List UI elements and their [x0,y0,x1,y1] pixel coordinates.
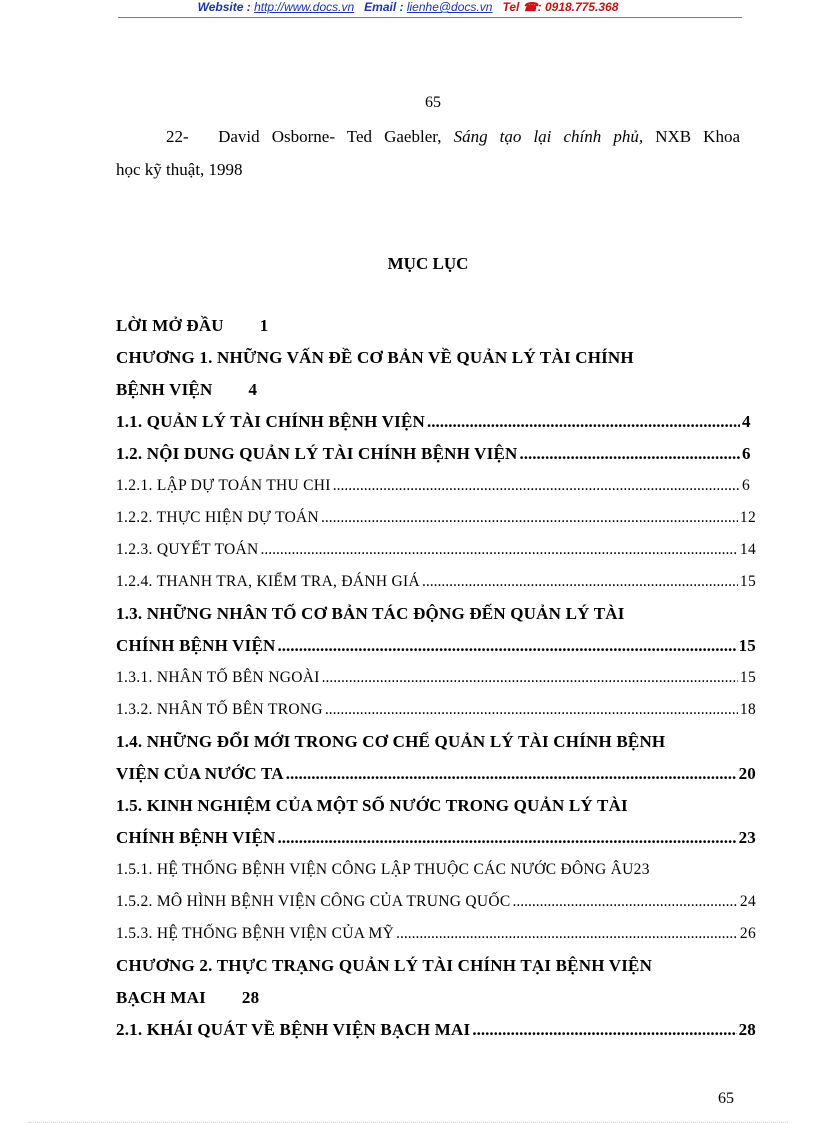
toc-entry-page: 15 [739,669,756,686]
toc-entry[interactable] [116,1014,756,1046]
reference-authors: David Osborne- Ted Gaebler, [218,127,442,146]
toc-entry-text: 1.3.1. NHÂN TỐ BÊN NGOÀI [116,669,320,686]
toc-entry-text: VIỆN CỦA NƯỚC TA [116,764,284,783]
toc-leader-dots [278,822,737,854]
toc-entry[interactable] [116,982,756,1014]
toc-entry-page: 4 [742,412,751,431]
toc-entry-page: 15 [738,636,756,655]
page-number-bottom: 65 [718,1090,734,1107]
toc-entry[interactable] [116,598,756,630]
reference-entry [116,120,740,186]
email-separator: : [399,0,404,14]
toc-entry-text: 1.5.1. HỆ THỐNG BỆNH VIỆN CÔNG LẬP THUỘC CÁC NƯỚC ĐÔNG ÂU23 [116,861,650,878]
toc-entry-page: 28 [738,1020,756,1039]
toc-entry-text: 1.2. NỘI DUNG QUẢN LÝ TÀI CHÍNH BỆNH VIỆN [116,444,518,463]
toc-entry-page: 4 [248,380,258,399]
toc-entry[interactable] [116,758,756,790]
toc-entry-text: 1.5.2. MÔ HÌNH BỆNH VIỆN CÔNG CỦA TRUNG QUỐC [116,893,511,910]
toc-entry-text: 1.2.3. QUYẾT TOÁN [116,541,259,558]
toc-leader-dots [260,534,737,566]
toc-entry-text: 1.3. NHỮNG NHÂN TỐ CƠ BẢN TÁC ĐỘNG ĐẾN QUẢN LÝ TÀI [116,604,625,623]
reference-number: 22- [166,127,189,146]
toc-leader-dots [472,1014,736,1046]
header-divider [118,17,742,18]
toc-entry-text: CHƯƠNG 2. THỰC TRẠNG QUẢN LÝ TÀI CHÍNH TẠI BỆNH VIỆN [116,956,653,975]
tel-label: Tel [502,0,520,14]
toc-entry[interactable] [116,790,756,822]
toc-entry[interactable] [116,950,756,982]
toc-entry-text: BẠCH MAI [116,988,206,1007]
toc-entry-text: 1.2.2. THỰC HIỆN DỰ TOÁN [116,509,320,526]
toc-leader-dots [427,406,740,438]
toc-entry[interactable] [116,342,756,374]
toc-entry-text: 2.1. KHÁI QUÁT VỀ BỆNH VIỆN BẠCH MAI [116,1020,471,1039]
toc-entry[interactable] [116,662,756,694]
toc-entry-page: 12 [739,509,756,526]
toc-entry[interactable] [116,886,756,918]
toc-leader-dots [286,758,737,790]
website-label: Website : [197,0,251,14]
toc-entry[interactable] [116,630,756,662]
toc-entry-page: 20 [738,764,756,783]
page-header [0,0,816,18]
toc-entry[interactable] [116,310,756,342]
toc-entry-text: BỆNH VIỆN [116,380,213,399]
reference-publisher: NXB Khoa [655,127,741,146]
website-link[interactable]: http://www.docs.vn [254,0,355,14]
toc-entry-page: 6 [742,444,751,463]
toc-entry[interactable] [116,566,756,598]
toc-entry-text: 1.5.3. HỆ THỐNG BỆNH VIỆN CỦA MỸ [116,925,395,942]
toc-entry[interactable] [116,918,756,950]
tel-value: : 0918.775.368 [537,0,619,14]
reference-title: Sáng tạo lại chính phủ, [453,127,644,146]
toc-entry-page: 14 [739,541,756,558]
toc-leader-dots [278,630,737,662]
toc-entry-text: 1.2.1. LẬP DỰ TOÁN THU CHI [116,477,331,494]
toc-entry[interactable] [116,534,756,566]
phone-icon: ☎ [522,0,538,14]
toc-leader-dots [333,470,740,502]
toc-entry-text: 1.2.4. THANH TRA, KIỂM TRA, ĐÁNH GIÁ [116,573,421,590]
toc-title: MỤC LỤC [387,254,469,273]
toc-entry-page: 1 [259,316,269,335]
toc-entry-page: 23 [738,828,756,847]
toc-entry[interactable] [116,726,756,758]
toc-leader-dots [519,438,740,470]
toc-entry-text: 1.1. QUẢN LÝ TÀI CHÍNH BỆNH VIỆN [116,412,425,431]
toc-entry-text: CHÍNH BỆNH VIỆN [116,636,276,655]
toc-leader-dots [396,918,738,950]
toc-entry-page: 6 [742,477,751,494]
toc-entry-text: CHƯƠNG 1. NHỮNG VẤN ĐỀ CƠ BẢN VỀ QUẢN LÝ TÀI CHÍNH [116,348,634,367]
toc-entry-text: CHÍNH BỆNH VIỆN [116,828,276,847]
toc-entry-page: 28 [241,988,260,1007]
toc-leader-dots [322,662,738,694]
toc-leader-dots [325,694,738,726]
reference-line [116,120,740,153]
email-label: Email [364,0,397,14]
toc-entry[interactable] [116,438,756,470]
toc-entry[interactable] [116,854,756,886]
toc-entry-text: 1.4. NHỮNG ĐỔI MỚI TRONG CƠ CHẾ QUẢN LÝ TÀI CHÍNH BỆNH [116,732,666,751]
toc-entry[interactable] [116,374,756,406]
toc-entry-page: 24 [739,893,756,910]
toc-leader-dots [321,502,738,534]
toc-entry[interactable] [116,470,756,502]
toc-leader-dots [513,886,738,918]
toc-entry[interactable] [116,694,756,726]
toc-entry[interactable] [116,822,756,854]
table-of-contents [116,310,756,1046]
toc-entry-page: 26 [739,925,756,942]
toc-entry-text: 1.3.2. NHÂN TỐ BÊN TRONG [116,701,323,718]
toc-entry-page: 18 [739,701,756,718]
toc-entry-text: 1.5. KINH NGHIỆM CỦA MỘT SỐ NƯỚC TRONG QUẢN LÝ TÀI [116,796,628,815]
page-number-top: 65 [425,94,441,111]
email-link[interactable]: lienhe@docs.vn [406,0,493,14]
toc-entry[interactable] [116,406,756,438]
toc-leader-dots [422,566,738,598]
toc-entry[interactable] [116,502,756,534]
toc-entry-page: 15 [739,573,756,590]
toc-entry-text: LỜI MỞ ĐẦU [116,316,224,335]
reference-line-continued: học kỹ thuật, 1998 [116,160,243,179]
